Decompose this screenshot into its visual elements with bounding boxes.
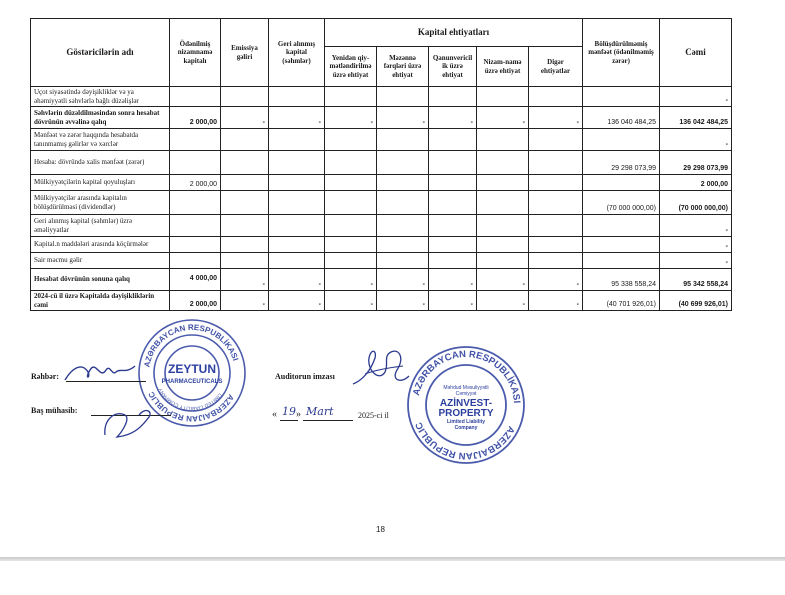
cell-cap xyxy=(170,129,221,151)
cell-ot: - xyxy=(529,291,583,311)
table-row xyxy=(31,269,732,291)
cell-bb xyxy=(269,191,325,215)
cell-bb: - xyxy=(269,107,325,129)
cell-re: (40 701 926,01) xyxy=(583,291,660,311)
header-revaluation: Yenidən qiy-mətləndirilmə üzrə ehtiyat xyxy=(325,47,377,87)
cell-cap xyxy=(170,191,221,215)
cell-cap xyxy=(170,215,221,237)
cell-fx xyxy=(377,215,429,237)
stamp-right-name1: AZİNVEST- xyxy=(439,398,493,409)
cell-rv xyxy=(325,87,377,107)
cell-tot: - xyxy=(660,87,732,107)
cell-bb xyxy=(269,253,325,269)
stamp-right-line3: Limited Liability xyxy=(446,419,486,425)
table-row xyxy=(31,175,732,191)
cell-ch: - xyxy=(477,291,529,311)
cell-ch xyxy=(477,129,529,151)
cell-re xyxy=(583,129,660,151)
cell-tot: 136 042 484,25 xyxy=(660,107,732,129)
cell-ch xyxy=(477,151,529,175)
cell-em xyxy=(221,253,269,269)
cell-lg xyxy=(429,237,477,253)
date-open-quote: « xyxy=(272,409,277,420)
cell-ot xyxy=(529,191,583,215)
cell-re xyxy=(583,87,660,107)
cell-ot xyxy=(529,215,583,237)
date-month-line xyxy=(303,420,353,421)
head-signature xyxy=(60,350,140,390)
cell-tot: 29 298 073,99 xyxy=(660,151,732,175)
cell-em xyxy=(221,175,269,191)
cell-rv xyxy=(325,175,377,191)
equity-changes-table xyxy=(30,18,732,311)
cell-lg: - xyxy=(429,107,477,129)
cell-fx xyxy=(377,237,429,253)
cell-em xyxy=(221,129,269,151)
row-label: Uçot siyasətində dəyişikliklər və ya əhəmiyyətli səhvlərlə bağlı düzəlişlər xyxy=(31,87,170,107)
header-emission: Emissiya gəliri xyxy=(221,19,269,87)
cell-rv xyxy=(325,129,377,151)
cell-lg xyxy=(429,215,477,237)
table-row xyxy=(31,191,732,215)
cell-cap: 2 000,00 xyxy=(170,107,221,129)
cell-lg xyxy=(429,151,477,175)
cell-ot xyxy=(529,129,583,151)
cell-tot: - xyxy=(660,237,732,253)
cell-tot: - xyxy=(660,129,732,151)
cell-ot xyxy=(529,87,583,107)
cell-ot xyxy=(529,237,583,253)
date-close-quote: » xyxy=(296,409,301,420)
accountant-label: Baş mühasib: xyxy=(31,406,78,415)
cell-lg xyxy=(429,129,477,151)
auditor-signature xyxy=(345,340,415,398)
cell-fx xyxy=(377,175,429,191)
cell-fx xyxy=(377,253,429,269)
cell-em xyxy=(221,215,269,237)
cell-cap xyxy=(170,237,221,253)
cell-rv xyxy=(325,237,377,253)
table-row xyxy=(31,215,732,237)
head-label: Rəhbər: xyxy=(31,372,59,381)
header-retained: Bölüşdürülməmiş mənfəət (ödənilməmiş zərər) xyxy=(583,19,660,87)
table-row xyxy=(31,237,732,253)
stamp-right-line2: Cəmiyyət xyxy=(455,391,477,397)
stamp-right-line1: Məhdud Məsuliyyətli xyxy=(443,385,489,391)
cell-cap xyxy=(170,87,221,107)
date-year: 2025-ci il xyxy=(358,411,389,420)
cell-re xyxy=(583,215,660,237)
cell-lg xyxy=(429,191,477,215)
header-total: Cəmi xyxy=(660,19,732,87)
cell-rv: - xyxy=(325,107,377,129)
row-label: Hesabat dövrünün sonuna qalıq xyxy=(31,269,170,291)
cell-lg: - xyxy=(429,269,477,291)
cell-re xyxy=(583,175,660,191)
cell-ch xyxy=(477,175,529,191)
cell-fx xyxy=(377,191,429,215)
cell-em xyxy=(221,87,269,107)
stamp-right-line4: Company xyxy=(454,425,478,431)
cell-ch xyxy=(477,215,529,237)
cell-ot: - xyxy=(529,107,583,129)
cell-fx: - xyxy=(377,269,429,291)
cell-ot: - xyxy=(529,269,583,291)
cell-ch xyxy=(477,237,529,253)
stamp-left-subtitle: PHARMACEUTICALS xyxy=(161,379,223,385)
cell-fx: - xyxy=(377,107,429,129)
accountant-signature xyxy=(95,395,165,445)
header-bought-back: Geri alınmış kapital (səhmlər) xyxy=(269,19,325,87)
cell-rv xyxy=(325,151,377,175)
cell-bb xyxy=(269,175,325,191)
stamp-left-ring-mid: LIMITED LIABILITY COMPANY xyxy=(157,386,223,412)
cell-tot: 2 000,00 xyxy=(660,175,732,191)
cell-em xyxy=(221,191,269,215)
header-reserves-group: Kapital ehtiyatları xyxy=(325,19,583,47)
cell-re xyxy=(583,237,660,253)
stamp-right-ring-bottom: AZERBAIJAN REPUBLIC xyxy=(413,420,517,462)
row-label: Mülkiyyətçilərin kapital qoyuluşları xyxy=(31,175,170,191)
cell-ch: - xyxy=(477,269,529,291)
row-label: Səhvlərin düzəldilməsindən sonra hesabat dövrünün əvvəlinə qalıq xyxy=(31,107,170,129)
cell-ot xyxy=(529,151,583,175)
cell-bb xyxy=(269,237,325,253)
stamp-right-ring-top: AZƏRBAYCAN RESPUBLİKASI xyxy=(410,348,522,404)
stamp-right-name2: PROPERTY xyxy=(438,408,494,419)
cell-ch xyxy=(477,87,529,107)
cell-cap: 2 000,00 xyxy=(170,175,221,191)
table-row xyxy=(31,151,732,175)
row-label: 2024-cü il üzrə Kapitalda dəyişikliklərin cəmi xyxy=(31,291,170,311)
date-month: Mart xyxy=(306,405,334,418)
row-label: Sair məcmu gəlir xyxy=(31,253,170,269)
row-label: Geri alınmış kapital (səhmlər) üzrə əməliyyatlar xyxy=(31,215,170,237)
date-day-line xyxy=(280,420,298,421)
date-day: 19 xyxy=(282,405,296,418)
header-legal: Qanunvericil ik üzrə ehtiyat xyxy=(429,47,477,87)
cell-rv xyxy=(325,215,377,237)
cell-rv: - xyxy=(325,269,377,291)
cell-re xyxy=(583,253,660,269)
cell-lg xyxy=(429,253,477,269)
cell-rv xyxy=(325,253,377,269)
cell-re: (70 000 000,00) xyxy=(583,191,660,215)
header-fx: Məzənnə fərqləri üzrə ehtiyat xyxy=(377,47,429,87)
row-label: Kapital.n maddələri arasında köçürmələr xyxy=(31,237,170,253)
cell-ch xyxy=(477,253,529,269)
auditor-stamp-right xyxy=(405,344,527,466)
cell-re: 95 338 558,24 xyxy=(583,269,660,291)
row-label: Mülkiyyətçilər arasında kapitalın bölüşdürülməsi (dividendlər) xyxy=(31,191,170,215)
table-row xyxy=(31,291,732,311)
cell-fx xyxy=(377,151,429,175)
table-row xyxy=(31,253,732,269)
row-label: Mənfəət və zərər haqqında hesabatda tanınmamış gəlirlər və xərclər xyxy=(31,129,170,151)
header-indicator: Göstəricilərin adı xyxy=(31,19,170,87)
cell-em xyxy=(221,237,269,253)
cell-ot xyxy=(529,253,583,269)
row-label: Hesaba: dövründə xalis mənfəət (zərər) xyxy=(31,151,170,175)
cell-rv xyxy=(325,191,377,215)
cell-em: - xyxy=(221,291,269,311)
page-number: 18 xyxy=(376,525,385,534)
table-row xyxy=(31,129,732,151)
cell-tot: (70 000 000,00) xyxy=(660,191,732,215)
stamp-left-ring-bottom: AZERBAIJAN REPUBLIC xyxy=(146,390,236,424)
cell-cap xyxy=(170,253,221,269)
cell-bb xyxy=(269,129,325,151)
header-paid-capital: Ödənilmiş nizamnamə kapitalı xyxy=(170,19,221,87)
footer-scan-bar xyxy=(0,557,785,561)
cell-bb xyxy=(269,215,325,237)
header-other: Digər ehtiyatlar xyxy=(529,47,583,87)
cell-re: 29 298 073,99 xyxy=(583,151,660,175)
cell-bb: - xyxy=(269,269,325,291)
cell-tot: (40 699 926,01) xyxy=(660,291,732,311)
header-charter: Nizam-namə üzrə ehtiyat xyxy=(477,47,529,87)
cell-bb: - xyxy=(269,291,325,311)
cell-tot: - xyxy=(660,253,732,269)
cell-fx xyxy=(377,129,429,151)
cell-tot: - xyxy=(660,215,732,237)
cell-lg: - xyxy=(429,291,477,311)
cell-fx: - xyxy=(377,291,429,311)
cell-bb xyxy=(269,87,325,107)
cell-em xyxy=(221,151,269,175)
cell-ot xyxy=(529,175,583,191)
cell-cap: 4 000,00 xyxy=(170,269,221,291)
cell-rv: - xyxy=(325,291,377,311)
cell-re: 136 040 484,25 xyxy=(583,107,660,129)
cell-lg xyxy=(429,87,477,107)
table-row xyxy=(31,107,732,129)
cell-ch: - xyxy=(477,107,529,129)
stamp-left-ring-top: AZƏRBAYCAN RESPUBLİKASI xyxy=(142,322,241,368)
cell-cap xyxy=(170,151,221,175)
stamp-left-company: ZEYTUN xyxy=(168,362,216,376)
table-row xyxy=(31,87,732,107)
cell-lg xyxy=(429,175,477,191)
cell-em: - xyxy=(221,269,269,291)
cell-ch xyxy=(477,191,529,215)
cell-tot: 95 342 558,24 xyxy=(660,269,732,291)
cell-em: - xyxy=(221,107,269,129)
cell-cap: 2 000,00 xyxy=(170,291,221,311)
cell-bb xyxy=(269,151,325,175)
cell-fx xyxy=(377,87,429,107)
auditor-label: Auditorun imzası xyxy=(275,372,335,381)
